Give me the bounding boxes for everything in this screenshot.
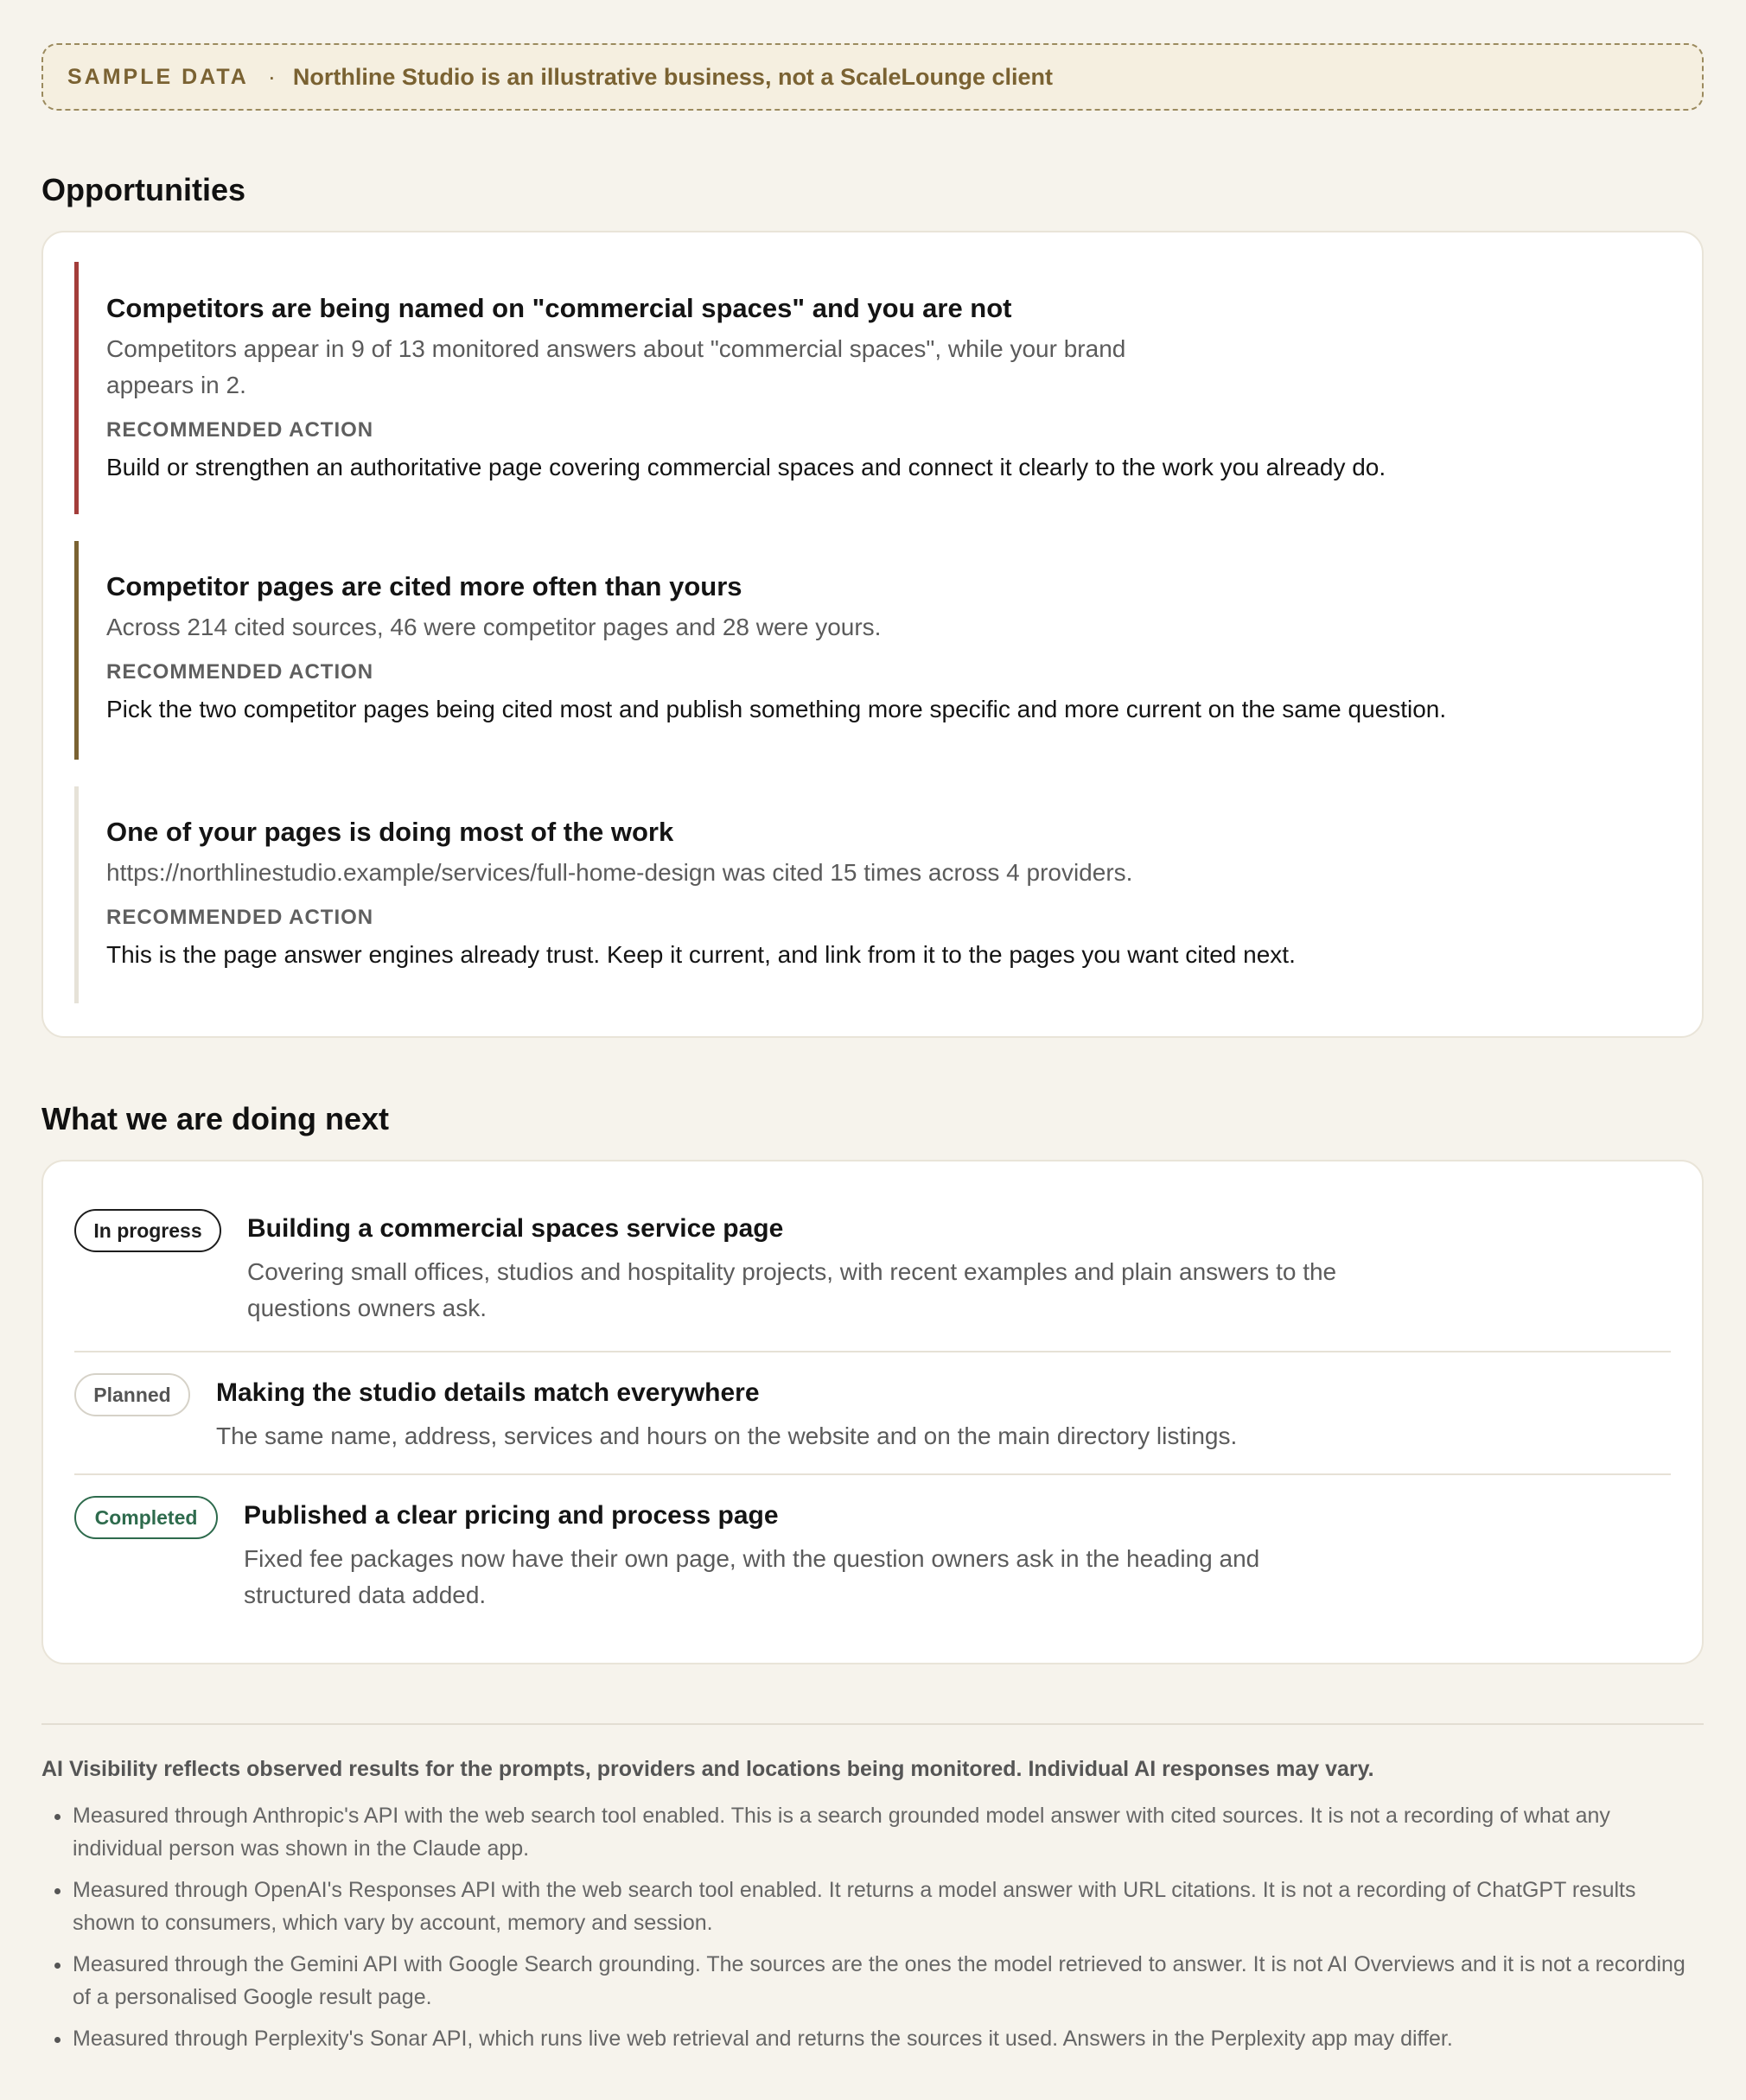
recommended-action-label: RECOMMENDED ACTION bbox=[106, 906, 374, 929]
recommended-action-text: Build or strengthen an authoritative page covering commercial spaces and connect it clearly to the work you already do. bbox=[106, 454, 1386, 480]
methodology-note: • Measured through the Gemini API with Google Search grounding. The sources are the ones the model retrieved to answer. It is not AI Overviews and it is not a recording of a personalised Google result page. bbox=[73, 1948, 1704, 2014]
next-step-title: Published a clear pricing and process page bbox=[244, 1501, 779, 1530]
opportunity-item bbox=[74, 786, 1671, 1003]
opportunity-description: https://northlinestudio.example/services/full-home-design was cited 15 times across 4 providers. bbox=[106, 859, 1133, 886]
opportunity-title: One of your pages is doing most of the work bbox=[106, 817, 674, 847]
next-step-item bbox=[74, 1475, 1671, 1636]
opportunity-description: Across 214 cited sources, 46 were competitor pages and 28 were yours. bbox=[106, 614, 882, 640]
methodology-note: • Measured through Perplexity's Sonar API, which runs live web retrieval and returns the sources it used. Answers in the Perplexity app may differ. bbox=[73, 2022, 1704, 2055]
status-badge-completed: Completed bbox=[74, 1496, 218, 1539]
methodology-footer bbox=[41, 1723, 1704, 2055]
opportunity-item bbox=[74, 262, 1671, 514]
opportunity-title: Competitor pages are cited more often than yours bbox=[106, 571, 742, 601]
recommended-action-label: RECOMMENDED ACTION bbox=[106, 418, 374, 442]
next-step-body bbox=[247, 1212, 1354, 1327]
next-step-description: Covering small offices, studios and hospitality projects, with recent examples and plain answers to the questions owners ask. bbox=[247, 1258, 1337, 1321]
methodology-note: • Measured through OpenAI's Responses API with the web search tool enabled. It returns a model answer with URL citations. It is not a recording of ChatGPT results shown to consumers, which vary by account, memory and session. bbox=[73, 1874, 1704, 1939]
status-badge-planned: Planned bbox=[74, 1373, 190, 1416]
methodology-note: • Measured through Anthropic's API with the web search tool enabled. This is a search grounded model answer with cited sources. It is not a recording of what any individual person was shown in the Claude app. bbox=[73, 1799, 1704, 1865]
next-step-item bbox=[74, 1161, 1671, 1352]
next-step-description: Fixed fee packages now have their own page, with the question owners ask in the heading and structured data added. bbox=[244, 1545, 1260, 1608]
next-step-body bbox=[216, 1377, 1237, 1454]
opportunity-title: Competitors are being named on "commercial spaces" and you are not bbox=[106, 293, 1012, 323]
status-badge-in-progress: In progress bbox=[74, 1209, 221, 1252]
opportunity-item bbox=[74, 541, 1671, 760]
next-steps-card bbox=[41, 1160, 1704, 1664]
next-step-body bbox=[244, 1499, 1350, 1613]
opportunities-title: Opportunities bbox=[41, 172, 245, 207]
sample-data-tag: SAMPLE DATA bbox=[67, 64, 249, 89]
opportunity-description: Competitors appear in 9 of 13 monitored answers about "commercial spaces", while your brand appears in 2. bbox=[106, 335, 1126, 398]
next-step-title: Building a commercial spaces service page bbox=[247, 1214, 784, 1243]
recommended-action-label: RECOMMENDED ACTION bbox=[106, 660, 374, 684]
next-step-description: The same name, address, services and hours on the website and on the main directory listings. bbox=[216, 1422, 1238, 1449]
banner-separator: · bbox=[267, 63, 276, 90]
report-page bbox=[41, 43, 1704, 2064]
opportunities-card bbox=[41, 231, 1704, 1038]
sample-data-banner bbox=[41, 43, 1704, 111]
recommended-action-text: This is the page answer engines already trust. Keep it current, and link from it to the pages you want cited next. bbox=[106, 941, 1296, 968]
next-step-title: Making the studio details match everywhere bbox=[216, 1378, 760, 1407]
next-step-item bbox=[74, 1352, 1671, 1475]
next-steps-title: What we are doing next bbox=[41, 1101, 390, 1136]
methodology-list bbox=[41, 1799, 1704, 2055]
footer-disclaimer: AI Visibility reflects observed results for the prompts, providers and locations being monitored. Individual AI responses may vary. bbox=[41, 1757, 1374, 1781]
recommended-action-text: Pick the two competitor pages being cited most and publish something more specific and more current on the same question. bbox=[106, 696, 1447, 722]
banner-message: Northline Studio is an illustrative business, not a ScaleLounge client bbox=[292, 63, 1054, 90]
